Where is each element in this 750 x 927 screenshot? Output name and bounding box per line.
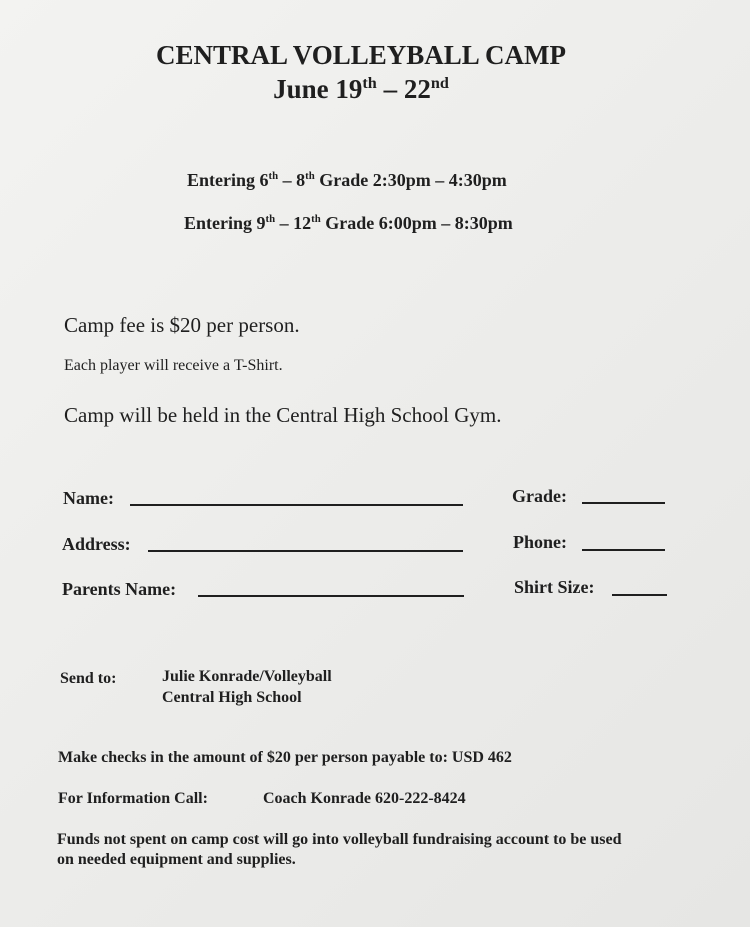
- page-title: CENTRAL VOLLEYBALL CAMP: [155, 40, 567, 70]
- address-label: Address:: [62, 534, 131, 554]
- camp-dates: June 19th – 22nd: [273, 74, 449, 104]
- address-field[interactable]: [148, 550, 463, 552]
- send-to-label: Send to:: [60, 670, 117, 687]
- send-to-line-2: Central High School: [162, 689, 302, 706]
- parents-name-field[interactable]: [198, 595, 464, 597]
- funds-note-line-1: Funds not spent on camp cost will go into volleyball fundraising account to be used: [57, 831, 622, 848]
- grade-label: Grade:: [512, 486, 567, 506]
- shirt-size-label: Shirt Size:: [514, 577, 595, 597]
- phone-label: Phone:: [513, 532, 567, 552]
- schedule-row-middle-school: Entering 6th – 8th Grade 2:30pm – 4:30pm: [187, 170, 507, 190]
- location-text: Camp will be held in the Central High School Gym.: [64, 403, 502, 427]
- grade-field[interactable]: [582, 502, 665, 504]
- phone-field[interactable]: [582, 549, 665, 551]
- funds-note-line-2: on needed equipment and supplies.: [57, 851, 296, 868]
- parents-name-label: Parents Name:: [62, 579, 177, 599]
- shirt-size-field[interactable]: [612, 594, 667, 596]
- send-to-line-1: Julie Konrade/Volleyball: [162, 668, 332, 685]
- name-label: Name:: [63, 488, 114, 508]
- name-field[interactable]: [130, 504, 463, 506]
- contact-label: For Information Call:: [58, 790, 208, 807]
- contact-value: Coach Konrade 620-222-8424: [263, 790, 466, 807]
- payment-text: Make checks in the amount of $20 per person payable to: USD 462: [58, 749, 512, 766]
- tshirt-text: Each player will receive a T-Shirt.: [64, 357, 283, 374]
- schedule-row-high-school: Entering 9th – 12th Grade 6:00pm – 8:30pm: [184, 213, 513, 233]
- camp-fee-text: Camp fee is $20 per person.: [64, 313, 300, 337]
